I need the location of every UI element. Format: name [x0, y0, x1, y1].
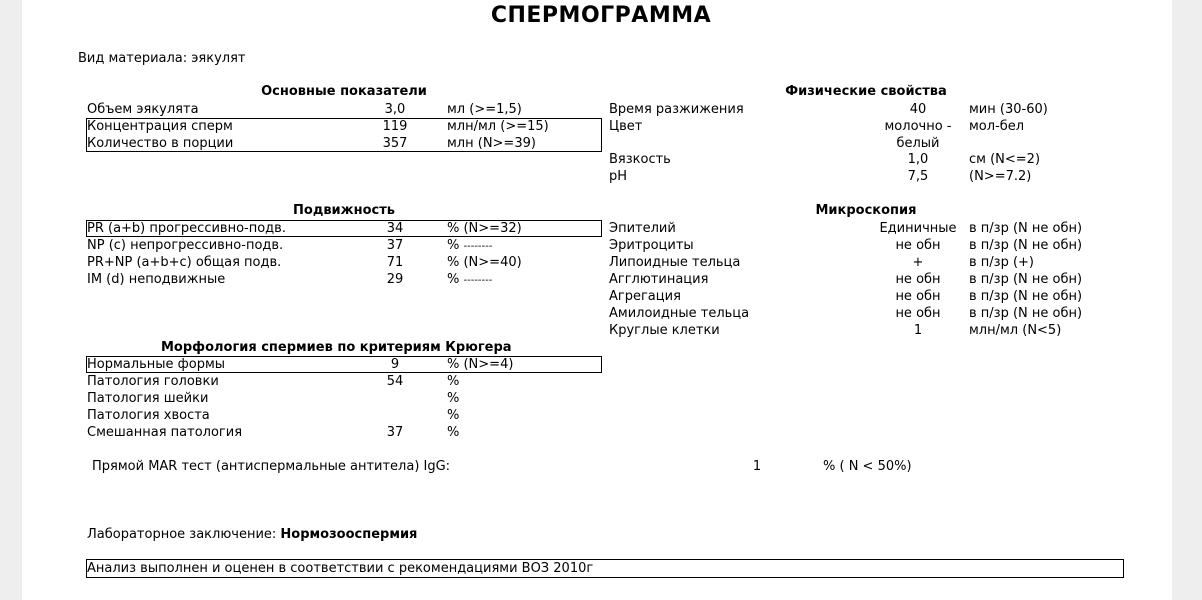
basic-heading: Основные показатели [261, 84, 427, 99]
basic-row-name: Количество в порции [87, 136, 234, 151]
microscopy-row-value: не обн [895, 238, 941, 253]
motility-row-name: NP (c) непрогрессивно-подв. [87, 238, 284, 253]
physical-row-value: 40 [909, 102, 927, 117]
report-title: СПЕРМОГРАММА [490, 3, 712, 28]
morphology-heading: Морфология спермиев по критериям Крюгера [161, 340, 512, 355]
mar-test-value: 1 [752, 459, 762, 474]
motility-row-unit: % -------- [447, 238, 493, 253]
motility-heading: Подвижность [293, 203, 395, 218]
morphology-row-name: Патология головки [87, 374, 219, 389]
physical-row-name: pH [609, 169, 628, 184]
microscopy-row-unit: в п/зр (N не обн) [969, 221, 1083, 236]
morphology-row-unit: % [447, 408, 460, 423]
basic-row-name: Объем эякулята [87, 102, 199, 117]
motility-row-value: 29 [386, 272, 404, 287]
basic-row-unit: мл (>=1,5) [447, 102, 522, 117]
physical-row-name: Цвет [609, 119, 643, 134]
microscopy-row-unit: в п/зр (N не обн) [969, 289, 1083, 304]
microscopy-row-value: Единичные [879, 221, 957, 236]
lab-conclusion [87, 526, 417, 543]
basic-row-value: 119 [382, 119, 408, 134]
morphology-row-name: Патология хвоста [87, 408, 210, 423]
microscopy-row-value: не обн [895, 272, 941, 287]
mar-test-label: Прямой MAR тест (антиспермальные антитела) IgG: [92, 459, 451, 474]
basic-row-unit: млн/мл (>=15) [447, 119, 549, 134]
basic-row-value: 3,0 [384, 102, 406, 117]
physical-row-value: 7,5 [907, 169, 929, 184]
microscopy-row-unit: в п/зр (N не обн) [969, 306, 1083, 321]
microscopy-row-unit: в п/зр (+) [969, 255, 1035, 270]
microscopy-row-name: Эритроциты [609, 238, 694, 253]
morphology-row-name: Смешанная патология [87, 425, 243, 440]
footer-note: Анализ выполнен и оценен в соответствии с рекомендациями ВОЗ 2010г [87, 561, 594, 576]
microscopy-row-name: Амилоидные тельца [609, 306, 750, 321]
mar-test-unit: % ( N < 50%) [823, 459, 912, 474]
morphology-row-unit: % [447, 374, 460, 389]
morphology-row-unit: % [447, 425, 460, 440]
morphology-row-value: 54 [386, 374, 404, 389]
dash-placeholder: -------- [463, 275, 493, 286]
motility-row-value: 37 [386, 238, 404, 253]
microscopy-row-name: Агглютинация [609, 272, 709, 287]
motility-row-name: PR (a+b) прогрессивно-подв. [87, 221, 286, 236]
motility-row-value: 71 [386, 255, 404, 270]
microscopy-row-name: Агрегация [609, 289, 681, 304]
basic-row-name: Концентрация сперм [87, 119, 233, 134]
material-type: Вид материала: эякулят [78, 51, 246, 66]
conclusion-label: Лабораторное заключение: [87, 527, 277, 542]
physical-row-value: молочно - [884, 119, 952, 134]
morphology-row-name: Нормальные формы [87, 357, 226, 372]
microscopy-row-unit: в п/зр (N не обн) [969, 272, 1083, 287]
morphology-row-value: 9 [390, 357, 400, 372]
motility-row-unit: % -------- [447, 272, 493, 287]
microscopy-heading: Микроскопия [815, 203, 917, 218]
motility-row-unit: % (N>=40) [447, 255, 522, 270]
motility-row-unit: % (N>=32) [447, 221, 522, 236]
morphology-row-name: Патология шейки [87, 391, 209, 406]
morphology-row-value: 37 [386, 425, 404, 440]
motility-row-name: IM (d) неподвижные [87, 272, 226, 287]
morphology-row-unit: % (N>=4) [447, 357, 514, 372]
microscopy-row-name: Эпителий [609, 221, 676, 236]
motility-row-value: 34 [386, 221, 404, 236]
physical-heading: Физические свойства [785, 84, 947, 99]
physical-row-value-cont: белый [896, 136, 940, 151]
physical-row-value: 1,0 [907, 152, 929, 167]
morphology-row-unit: % [447, 391, 460, 406]
physical-row-unit: мин (30-60) [969, 102, 1048, 117]
microscopy-row-name: Круглые клетки [609, 323, 720, 338]
physical-row-unit: см (N<=2) [969, 152, 1041, 167]
physical-row-name: Время разжижения [609, 102, 744, 117]
basic-row-value: 357 [382, 136, 408, 151]
microscopy-row-value: не обн [895, 289, 941, 304]
conclusion-value: Нормозооспермия [280, 527, 418, 542]
microscopy-row-unit: в п/зр (N не обн) [969, 238, 1083, 253]
dash-placeholder: -------- [463, 241, 493, 252]
basic-row-unit: млн (N>=39) [447, 136, 536, 151]
physical-row-name: Вязкость [609, 152, 671, 167]
microscopy-row-value: 1 [913, 323, 923, 338]
microscopy-row-unit: млн/мл (N<5) [969, 323, 1062, 338]
motility-row-name: PR+NP (a+b+c) общая подв. [87, 255, 282, 270]
microscopy-row-value: + [912, 255, 924, 270]
microscopy-row-name: Липоидные тельца [609, 255, 741, 270]
microscopy-row-value: не обн [895, 306, 941, 321]
physical-row-unit: (N>=7.2) [969, 169, 1032, 184]
physical-row-unit: мол-бел [969, 119, 1025, 134]
